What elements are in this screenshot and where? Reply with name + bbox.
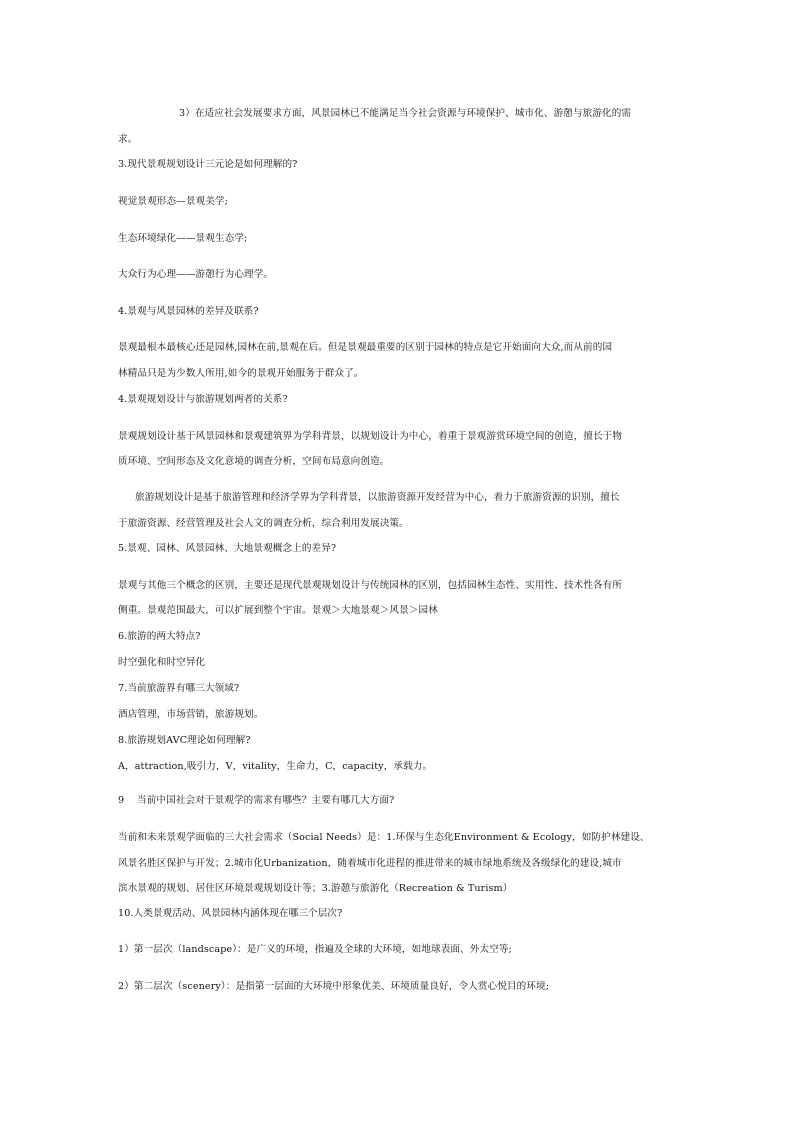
question-heading: 5.景观、园林、风景园林、大地景观概念上的差异? xyxy=(118,543,337,554)
text-line: 林精品只是为少数人所用,如今的景观开始服务于群众了。 xyxy=(118,368,364,379)
text-line: 当前和未来景观学面临的三大社会需求（Social Needs）是：1.环保与生态化Environment & Ecology，如防护林建设、 xyxy=(118,832,650,843)
text-line: 滨水景观的规划、居住区环境景观规划设计等；3.游憩与旅游化（Recreation & Turism） xyxy=(118,883,513,894)
text-line: 于旅游资源、经营管理及社会人文的调查分析，综合利用发展决策。 xyxy=(118,518,409,529)
text-line: 旅游规划设计是基于旅游管理和经济学界为学科背景，以旅游资源开发经营为中心，着力于旅游资源的识别，擅长 xyxy=(135,492,620,503)
text-line: 视觉景观形态—景观美学; xyxy=(118,196,228,207)
text-line: 生态环境绿化——景观生态学; xyxy=(118,233,248,244)
question-heading: 6.旅游的两大特点? xyxy=(118,631,201,642)
question-heading: 3.现代景观规划设计三元论是如何理解的? xyxy=(118,159,298,170)
text-line: 时空强化和时空异化 xyxy=(118,657,206,668)
question-heading: 4.景观与风景园林的差异及联系? xyxy=(118,306,259,317)
text-line: 1）第一层次（landscape）：是广义的环境，指遍及全球的大环境，如地球表面、外太空等; xyxy=(118,944,512,955)
text-line: 风景名胜区保护与开发；2.城市化Urbanization，随着城市化进程的推进带来的城市绿地系统及各级绿化的建设,城市 xyxy=(118,858,622,869)
text-line: 求。 xyxy=(118,134,138,145)
text-line: 质环境、空间形态及文化意境的调查分析，空间布局意向创造。 xyxy=(118,456,390,467)
text-line: A，attraction,吸引力，V，vitality，生命力，C，capacity，承载力。 xyxy=(118,761,433,772)
question-heading: 8.旅游规划AVC理论如何理解? xyxy=(118,735,251,746)
question-heading: 9 当前中国社会对于景观学的需求有哪些？主要有哪几大方面? xyxy=(118,795,395,806)
text-line: 景观与其他三个概念的区别，主要还是现代景观规划设计与传统园林的区别，包括园林生态性、实用性、技术性各有所 xyxy=(118,580,623,591)
text-line: 2）第二层次（scenery）：是指第一层面的大环境中形象优美、环境质量良好，令人赏心悦目的环境; xyxy=(118,981,550,992)
text-line: 3）在适应社会发展要求方面，风景园林已不能满足当今社会资源与环境保护、城市化、游憩与旅游化的需 xyxy=(179,108,632,119)
text-line: 大众行为心理——游憩行为心理学。 xyxy=(118,269,274,280)
question-heading: 4.景观规划设计与旅游规划两者的关系? xyxy=(118,394,288,405)
text-line: 景观规划设计基于风景园林和景观建筑界为学科背景，以规划设计为中心，着重于景观游赏环境空间的创造，擅长于物 xyxy=(118,431,623,442)
text-line: 侧重。景观范围最大，可以扩展到整个宇宙。景观＞大地景观＞风景＞园林 xyxy=(118,605,438,616)
text-line: 景观最根本最核心还是园林,园林在前,景观在后。但是景观最重要的区别于园林的特点是它开始面向大众,而从前的园 xyxy=(118,342,613,353)
question-heading: 7.当前旅游界有哪三大领域? xyxy=(118,683,240,694)
text-line: 酒店管理，市场营销，旅游规划。 xyxy=(118,709,264,720)
question-heading: 10.人类景观活动、风景园林内涵体现在哪三个层次? xyxy=(118,908,343,919)
